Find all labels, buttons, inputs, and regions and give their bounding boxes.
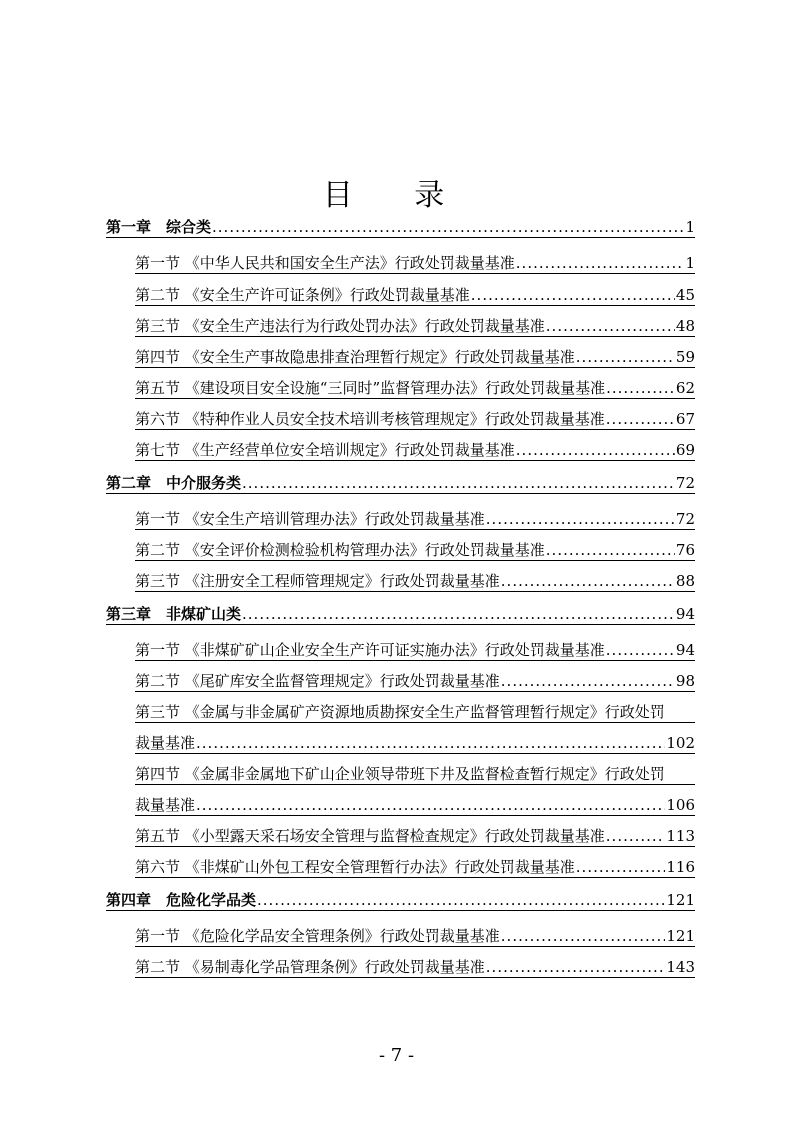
page-title: 目 录	[322, 178, 471, 213]
dot-leader	[546, 541, 675, 559]
dot-leader	[196, 796, 665, 814]
toc-entry-label: 第四章 危险化学品类	[106, 891, 257, 909]
dot-leader	[576, 858, 666, 876]
dot-leader	[196, 734, 665, 752]
toc-entry-label: 第三章 非煤矿山类	[106, 605, 242, 623]
dot-leader	[606, 410, 675, 428]
toc-section-3-6[interactable]	[135, 858, 695, 878]
toc-chapter-2[interactable]	[106, 474, 695, 494]
toc-section-1-4[interactable]	[135, 348, 695, 368]
toc-chapter-3[interactable]	[106, 605, 695, 625]
toc-entry-label: 第六节 《特种作业人员安全技术培训考核管理规定》行政处罚裁量基准	[135, 410, 605, 428]
dot-leader	[486, 510, 675, 528]
toc-entry-label: 第一节 《安全生产培训管理办法》行政处罚裁量基准	[135, 510, 485, 528]
toc-entry-label: 第二节 《安全生产许可证条例》行政处罚裁量基准	[135, 286, 470, 304]
toc-section-4-1[interactable]	[135, 927, 695, 947]
toc-entry-page: 67	[675, 410, 695, 428]
toc-entry-page: 88	[675, 572, 695, 590]
toc-section-1-5[interactable]	[135, 379, 695, 399]
toc-entry-page: 106	[666, 796, 695, 814]
toc-entry-page: 62	[675, 379, 695, 397]
dot-leader	[501, 927, 666, 945]
dot-leader	[546, 317, 675, 335]
toc-entry-label: 第五节 《建设项目安全设施“三同时”监督管理办法》行政处罚裁量基准	[135, 379, 606, 397]
toc-entry-page: 113	[666, 827, 695, 845]
toc-entry-page: 143	[666, 958, 695, 976]
dot-leader	[606, 827, 666, 845]
dot-leader	[606, 641, 675, 659]
toc-entry-label: 第一节 《中华人民共和国安全生产法》行政处罚裁量基准	[135, 254, 515, 272]
dot-leader	[606, 379, 675, 397]
toc-section-3-3-line1[interactable]: 第三节 《金属与非金属矿产资源地质勘探安全生产监督管理暂行规定》行政处罚	[135, 703, 695, 723]
toc-entry-page: 48	[675, 317, 695, 335]
toc-section-2-1[interactable]	[135, 510, 695, 530]
toc-entry-label: 第二节 《易制毒化学品管理条例》行政处罚裁量基准	[135, 958, 485, 976]
toc-entry-page: 72	[675, 474, 695, 492]
toc-section-3-2[interactable]	[135, 672, 695, 692]
toc-entry-page: 102	[666, 734, 695, 752]
page-number: - 7 -	[378, 1045, 415, 1066]
toc-chapter-1[interactable]	[106, 218, 695, 238]
toc-section-3-4-line1[interactable]: 第四节 《金属非金属地下矿山企业领导带班下井及监督检查暂行规定》行政处罚	[135, 765, 695, 785]
toc-entry-page: 116	[666, 858, 695, 876]
toc-entry-label: 裁量基准	[135, 734, 196, 752]
toc-entry-label: 第三节 《注册安全工程师管理规定》行政处罚裁量基准	[135, 572, 500, 590]
toc-entry-label: 第七节 《生产经营单位安全培训规定》行政处罚裁量基准	[135, 441, 515, 459]
toc-entry-page: 59	[675, 348, 695, 366]
toc-section-3-3[interactable]	[135, 734, 695, 754]
dot-leader	[242, 474, 675, 492]
toc-entry-label: 第六节 《非煤矿山外包工程安全管理暂行办法》行政处罚裁量基准	[135, 858, 575, 876]
toc-section-3-5[interactable]	[135, 827, 695, 847]
toc-section-1-6[interactable]	[135, 410, 695, 430]
toc-section-3-1[interactable]	[135, 641, 695, 661]
toc-entry-label: 第一章 综合类	[106, 218, 212, 236]
toc-section-1-3[interactable]	[135, 317, 695, 337]
toc-chapter-4[interactable]	[106, 891, 695, 911]
toc-section-1-7[interactable]	[135, 441, 695, 461]
toc-entry-label: 第一节 《危险化学品安全管理条例》行政处罚裁量基准	[135, 927, 500, 945]
dot-leader	[212, 218, 684, 236]
toc-entry-page: 45	[675, 286, 695, 304]
toc-section-1-1[interactable]	[135, 254, 695, 274]
dot-leader	[501, 572, 675, 590]
dot-leader	[257, 891, 665, 909]
toc-section-2-3[interactable]	[135, 572, 695, 592]
toc-entry-page: 69	[675, 441, 695, 459]
toc-entry-label: 第二章 中介服务类	[106, 474, 242, 492]
toc-entry-page: 98	[675, 672, 695, 690]
toc-entry-label: 裁量基准	[135, 796, 196, 814]
toc-entry-label: 第三节 《安全生产违法行为行政处罚办法》行政处罚裁量基准	[135, 317, 545, 335]
toc-entry-label: 第二节 《安全评价检测检验机构管理办法》行政处罚裁量基准	[135, 541, 545, 559]
dot-leader	[242, 605, 675, 623]
dot-leader	[576, 348, 675, 366]
toc-entry-page: 94	[675, 605, 695, 623]
dot-leader	[516, 254, 685, 272]
toc-section-1-2[interactable]	[135, 286, 695, 306]
toc-entry-label: 第二节 《尾矿库安全监督管理规定》行政处罚裁量基准	[135, 672, 500, 690]
toc-entry-page: 121	[666, 927, 695, 945]
toc-section-2-2[interactable]	[135, 541, 695, 561]
dot-leader	[486, 958, 666, 976]
toc-entry-page: 1	[685, 254, 695, 272]
toc-entry-page: 76	[675, 541, 695, 559]
dot-leader	[471, 286, 675, 304]
toc-section-3-4[interactable]	[135, 796, 695, 816]
toc-entry-label: 第一节 《非煤矿矿山企业安全生产许可证实施办法》行政处罚裁量基准	[135, 641, 605, 659]
toc-entry-label: 第五节 《小型露天采石场安全管理与监督检查规定》行政处罚裁量基准	[135, 827, 605, 845]
toc-entry-label: 第四节 《安全生产事故隐患排查治理暂行规定》行政处罚裁量基准	[135, 348, 575, 366]
toc-entry-page: 121	[666, 891, 695, 909]
dot-leader	[501, 672, 675, 690]
toc-entry-page: 72	[675, 510, 695, 528]
toc-entry-page: 94	[675, 641, 695, 659]
toc-entry-page: 1	[685, 218, 695, 236]
toc-section-4-2[interactable]	[135, 958, 695, 978]
dot-leader	[516, 441, 675, 459]
